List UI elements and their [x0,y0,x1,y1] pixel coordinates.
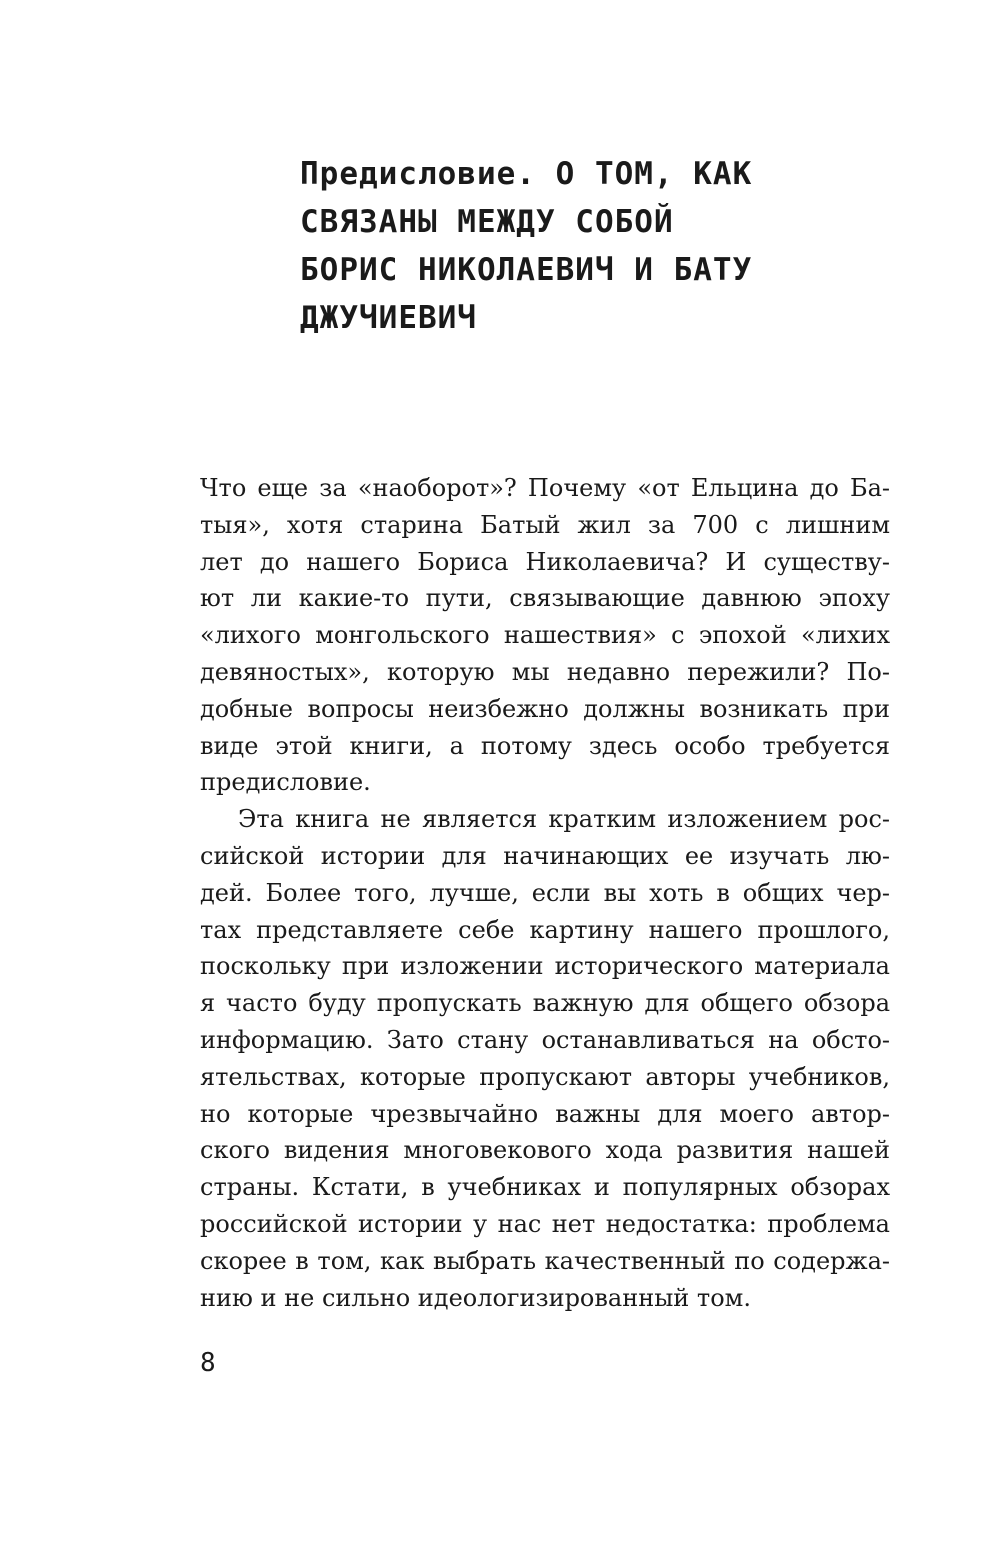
body-text [200,470,890,1316]
text-line: ют ли какие-то пути, связывающие давнюю эпоху [200,584,890,613]
text-line: Эта книга не является кратким изложением рос- [238,805,890,834]
text-line: российской истории у нас нет недостатка: проблема [200,1209,890,1238]
text-line: добные вопросы неизбежно должны возникать при [200,694,890,723]
text-line: информацию. Зато стану останавливаться на обсто- [200,1025,890,1054]
text-line: виде этой книги, а потому здесь особо требуется [200,731,890,760]
chapter-title-line: ДЖУЧИЕВИЧ [300,300,477,336]
text-line: ского видения многовекового хода развития нашей [200,1136,890,1165]
text-line: скорее в том, как выбрать качественный по содержа- [200,1246,890,1275]
text-line: «лихого монгольского нашествия» с эпохой «лихих [200,621,890,650]
text-line: я часто буду пропускать важную для общего обзора [200,989,890,1018]
page-number: 8 [200,1348,216,1378]
text-line: ятельствах, которые пропускают авторы учебников, [200,1062,890,1091]
text-line: поскольку при изложении исторического материала [200,952,890,981]
text-line: но которые чрезвычайно важны для моего автор- [200,1099,890,1128]
text-line: сийской истории для начинающих ее изучать лю- [200,841,890,870]
chapter-title-line: БОРИС НИКОЛАЕВИЧ И БАТУ [300,252,753,288]
text-line: страны. Кстати, в учебниках и популярных обзорах [200,1173,890,1202]
paragraph-2 [200,801,890,1316]
text-line: дей. Более того, лучше, если вы хоть в общих чер- [200,878,890,907]
text-line: нию и не сильно идеологизированный том. [200,1283,751,1312]
text-line: тах представляете себе картину нашего прошлого, [200,915,890,944]
chapter-title-line: Предисловие. О ТОМ, КАК [300,156,753,192]
text-line: Что еще за «наоборот»? Почему «от Ельцина до Ба- [200,474,890,502]
text-line: девяностых», которую мы недавно пережили? По- [200,657,890,686]
chapter-title-line: СВЯЗАНЫ МЕЖДУ СОБОЙ [300,204,674,240]
chapter-title [300,150,860,342]
text-line: предисловие. [200,768,371,797]
text-line: тыя», хотя старина Батый жил за 700 с лишним [200,510,890,539]
paragraph-1 [200,470,890,801]
text-line: лет до нашего Бориса Николаевича? И существу- [200,547,890,576]
